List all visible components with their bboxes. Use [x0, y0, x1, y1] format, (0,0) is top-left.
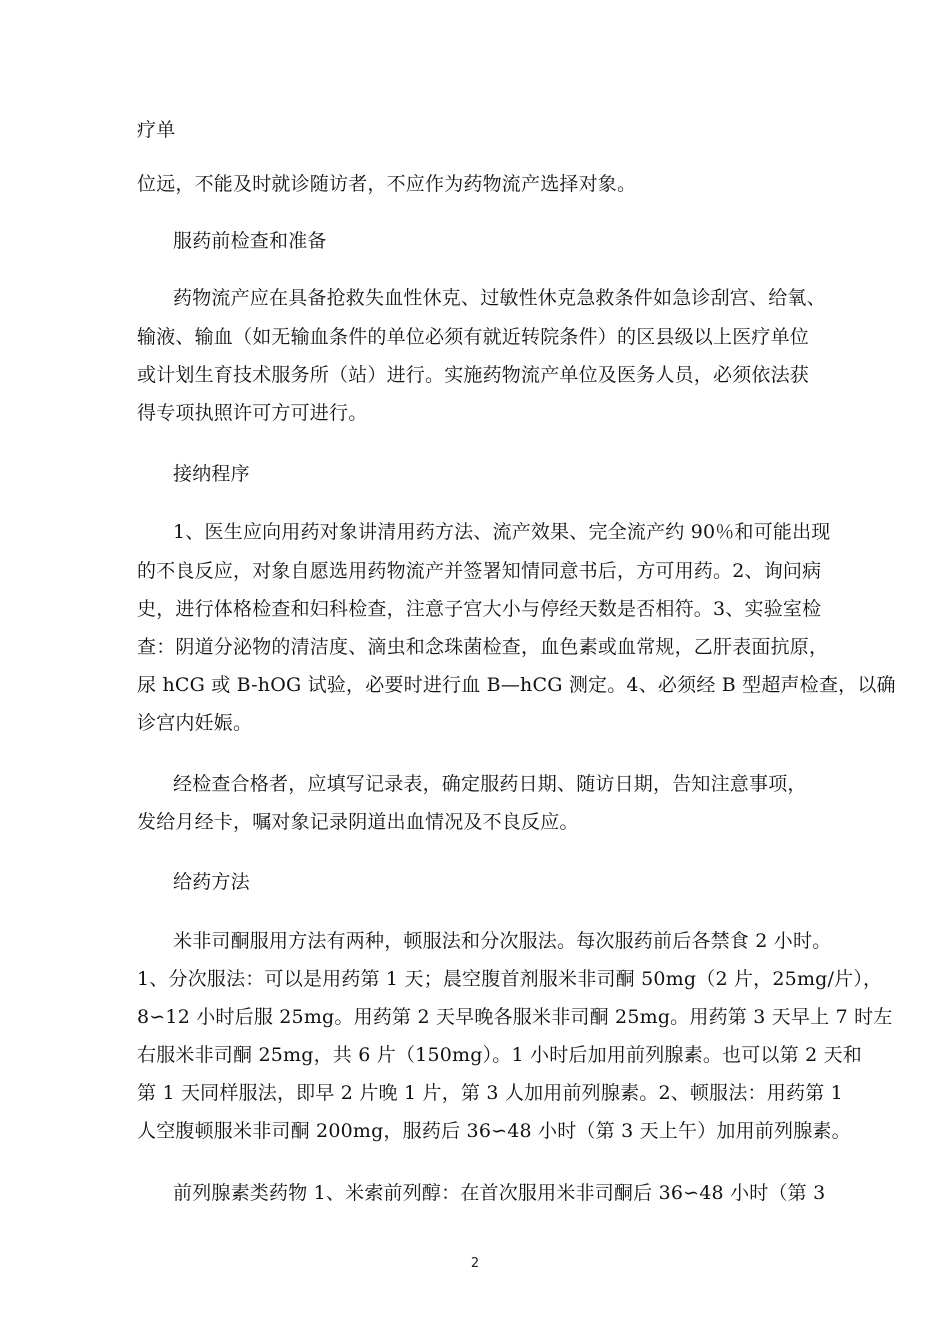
page-number: 2 [470, 1256, 480, 1271]
text-line-1: 疗单 [137, 119, 176, 141]
text-line-9: 1、医生应向用药对象讲清用药方法、流产效果、完全流产约 90％和可能出现 [173, 521, 831, 543]
text-line-21: 右服米非司酮 25mg，共 6 片（150mg）。1 小时后加用前列腺素。也可以第 2 天和 [137, 1044, 863, 1066]
section-heading-procedure: 接纳程序 [173, 463, 250, 485]
text-line-4: 药物流产应在具备抢救失血性休克、过敏性休克急救条件如急诊刮宫、给氧、 [173, 287, 826, 309]
text-line-11: 史，进行体格检查和妇科检查，注意子宫大小与停经天数是否相符。3、实验室检 [137, 598, 822, 620]
text-line-7: 得专项执照许可方可进行。 [137, 402, 368, 424]
text-line-10: 的不良反应，对象自愿选用药物流产并签署知情同意书后，方可用药。2、询问病 [137, 560, 822, 582]
text-line-2: 位远，不能及时就诊随访者，不应作为药物流产选择对象。 [137, 173, 637, 195]
text-line-6: 或计划生育技术服务所（站）进行。实施药物流产单位及医务人员，必须依法获 [137, 364, 810, 386]
text-line-16: 发给月经卡，嘱对象记录阴道出血情况及不良反应。 [137, 811, 579, 833]
text-line-5: 输液、输血（如无输血条件的单位必须有就近转院条件）的区县级以上医疗单位 [137, 326, 810, 348]
text-line-15: 经检查合格者，应填写记录表，确定服药日期、随访日期，告知注意事项， [173, 773, 807, 795]
text-line-20: 8∽12 小时后服 25mg。用药第 2 天早晚各服米非司酮 25mg。用药第 3 天早上 7 时左 [137, 1006, 893, 1028]
text-line-19: 1、分次服法：可以是用药第 1 天；晨空腹首剂服米非司酮 50mg（2 片，25mg/片）， [137, 968, 883, 990]
text-line-24: 前列腺素类药物 1、米索前列醇：在首次服用米非司酮后 36∽48 小时（第 3 [173, 1182, 826, 1204]
text-line-12: 查：阴道分泌物的清洁度、滴虫和念珠菌检查，血色素或血常规，乙肝表面抗原， [137, 636, 829, 658]
text-line-14: 诊宫内妊娠。 [137, 712, 253, 734]
text-line-18: 米非司酮服用方法有两种，顿服法和分次服法。每次服药前后各禁食 2 小时。 [173, 930, 832, 952]
text-line-22: 第 1 天同样服法，即早 2 片晚 1 片，第 3 人加用前列腺素。2、顿服法：用药第 1 [137, 1082, 843, 1104]
text-line-23: 人空腹顿服米非司酮 200mg，服药后 36∽48 小时（第 3 天上午）加用前列腺素。 [137, 1120, 851, 1142]
section-heading-dosing: 给药方法 [173, 871, 250, 893]
text-line-13: 尿 hCG 或 B-hOG 试验，必要时进行血 B—hCG 测定。4、必须经 B 型超声检查，以确 [137, 674, 896, 696]
section-heading-preparation: 服药前检查和准备 [173, 230, 327, 252]
